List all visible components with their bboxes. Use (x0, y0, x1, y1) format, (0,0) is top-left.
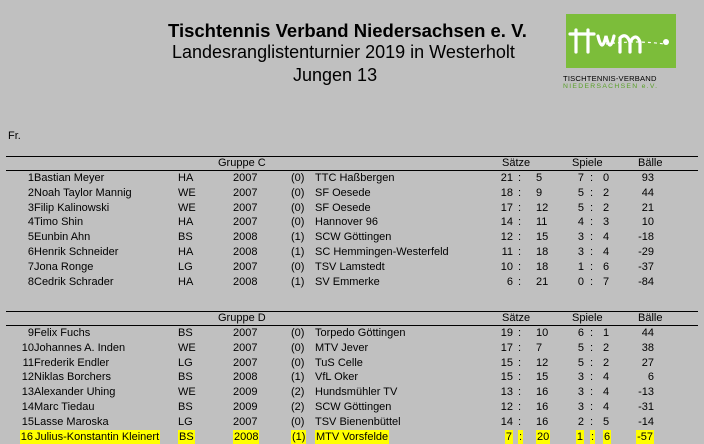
table-row (6, 430, 698, 444)
sets-won: 18 (500, 186, 513, 199)
player-quota: (0) (291, 260, 305, 273)
ball-difference: 38 (641, 341, 654, 354)
player-district: BS (178, 231, 193, 244)
player-name: Lasse Maroska (34, 415, 109, 428)
baelle-header: Bälle (638, 157, 663, 169)
table-row (6, 415, 698, 430)
sets-separator: : (518, 415, 522, 428)
table-row (6, 230, 698, 245)
player-rank: 14 (21, 400, 34, 413)
sets-separator: : (518, 245, 522, 258)
player-club: SCW Göttingen (315, 400, 392, 413)
table-row (6, 400, 698, 415)
player-rank: 13 (21, 386, 34, 399)
player-quota: (2) (291, 400, 305, 413)
player-club: Hannover 96 (315, 216, 378, 229)
player-name: Felix Fuchs (34, 327, 91, 339)
sets-lost: 16 (536, 415, 549, 428)
spiele-header: Spiele (572, 157, 603, 169)
sets-won: 21 (500, 172, 513, 184)
games-won: 3 (577, 400, 584, 413)
player-quota: (0) (291, 415, 305, 428)
ball-difference: 44 (641, 327, 654, 339)
games-separator: : (590, 216, 594, 229)
ball-difference: -29 (638, 245, 654, 258)
player-name: Henrik Schneider (34, 245, 119, 258)
player-quota: (1) (291, 275, 305, 288)
sets-lost: 20 (537, 430, 550, 443)
player-birth-year: 2007 (233, 201, 258, 214)
table-row (6, 215, 698, 230)
games-separator: : (590, 341, 594, 354)
player-quota: (0) (291, 327, 305, 339)
ball-difference: -84 (638, 275, 654, 288)
games-separator: : (590, 260, 594, 273)
player-rank: 8 (27, 275, 34, 288)
player-district: HA (178, 275, 194, 288)
player-district: HA (178, 216, 194, 229)
games-separator: : (590, 245, 594, 258)
player-birth-year: 2007 (233, 260, 258, 273)
games-separator: : (591, 430, 595, 443)
document-header (0, 0, 704, 100)
player-rank: 2 (27, 186, 34, 199)
group-table-d (6, 311, 698, 444)
sets-won: 12 (500, 400, 513, 413)
ball-difference: -37 (638, 260, 654, 273)
games-won: 1 (577, 260, 584, 273)
sets-lost: 7 (536, 341, 543, 354)
games-separator: : (590, 186, 594, 199)
player-rank: 10 (21, 341, 34, 354)
player-rank: 7 (27, 260, 34, 273)
player-club: SCW Göttingen (315, 231, 392, 244)
games-won: 2 (577, 415, 584, 428)
sets-won: 13 (500, 386, 513, 399)
ball-difference: -57 (637, 430, 653, 443)
table-row (6, 171, 698, 186)
ball-difference: -18 (638, 231, 654, 244)
games-won: 0 (577, 275, 584, 288)
player-birth-year: 2007 (233, 341, 258, 354)
player-district: BS (178, 371, 193, 384)
logo-graphic (566, 14, 676, 68)
sets-lost: 12 (536, 356, 549, 369)
sets-separator: : (518, 260, 522, 273)
ball-difference: 6 (647, 371, 654, 384)
player-district: BS (179, 430, 194, 443)
player-rank: 15 (21, 415, 34, 428)
player-district: LG (178, 260, 193, 273)
sets-lost: 5 (536, 172, 543, 184)
group-rows (6, 326, 698, 444)
sets-won: 14 (500, 216, 513, 229)
sets-separator: : (518, 216, 522, 229)
player-quota: (0) (291, 216, 305, 229)
player-district: HA (178, 172, 194, 184)
player-birth-year: 2007 (233, 216, 258, 229)
player-name: Jona Ronge (34, 260, 94, 273)
sets-separator: : (518, 356, 522, 369)
sets-won: 14 (500, 415, 513, 428)
player-rank: 6 (27, 245, 34, 258)
ball-difference: 44 (641, 186, 654, 199)
games-won: 7 (577, 172, 584, 184)
table-row (6, 356, 698, 371)
player-rank: 5 (27, 231, 34, 244)
sets-won: 19 (500, 327, 513, 339)
sets-separator: : (519, 430, 523, 443)
sets-separator: : (518, 201, 522, 214)
sets-won: 11 (501, 245, 513, 258)
player-quota: (0) (291, 341, 305, 354)
group-header (6, 311, 698, 326)
games-lost: 5 (603, 415, 610, 428)
games-lost: 1 (603, 327, 610, 339)
player-name: Julius-Konstantin Kleinert (35, 430, 160, 443)
player-club: Torpedo Göttingen (315, 327, 406, 339)
sets-separator: : (518, 371, 522, 384)
games-separator: : (590, 201, 594, 214)
day-label: Fr. (8, 130, 21, 142)
player-name: Filip Kalinowski (34, 201, 110, 214)
player-birth-year: 2007 (233, 356, 258, 369)
player-birth-year: 2009 (233, 386, 258, 399)
games-lost: 2 (603, 186, 610, 199)
sets-separator: : (518, 400, 522, 413)
player-name: Bastian Meyer (34, 172, 105, 184)
sets-won: 15 (500, 356, 513, 369)
player-club: TSV Bienenbüttel (315, 415, 401, 428)
player-club: VfL Oker (315, 371, 358, 384)
logo-text-line1: TISCHTENNIS-VERBAND (563, 74, 657, 83)
player-birth-year: 2009 (233, 400, 258, 413)
games-separator: : (590, 386, 594, 399)
saetze-header: Sätze (502, 157, 531, 169)
table-row (6, 275, 698, 290)
player-name: Eunbin Ahn (34, 231, 91, 244)
games-lost: 3 (603, 216, 610, 229)
games-separator: : (590, 356, 594, 369)
sets-separator: : (518, 172, 522, 184)
player-birth-year: 2007 (233, 172, 258, 184)
games-won: 4 (577, 216, 584, 229)
ball-difference: -14 (638, 415, 654, 428)
games-won: 3 (577, 386, 584, 399)
games-lost: 6 (603, 260, 610, 273)
games-separator: : (590, 275, 594, 288)
sets-won: 17 (500, 201, 513, 214)
player-name: Timo Shin (34, 216, 84, 229)
player-name: Alexander Uhing (34, 386, 116, 399)
table-row (6, 326, 698, 341)
group-name: Gruppe D (218, 312, 266, 324)
player-quota: (0) (291, 201, 305, 214)
games-lost: 2 (603, 201, 610, 214)
games-lost: 0 (603, 172, 610, 184)
sets-lost: 16 (536, 400, 549, 413)
sets-won: 15 (500, 371, 513, 384)
games-won: 5 (577, 341, 584, 354)
player-district: LG (178, 356, 193, 369)
sets-separator: : (518, 341, 522, 354)
player-quota: (2) (291, 386, 305, 399)
player-quota: (1) (291, 371, 305, 384)
games-lost: 6 (604, 430, 611, 443)
sets-lost: 12 (536, 201, 549, 214)
sets-lost: 18 (536, 245, 549, 258)
player-name: Johannes A. Inden (34, 341, 126, 354)
ball-difference: -13 (638, 386, 654, 399)
tvn-logo (563, 14, 678, 100)
sets-lost: 21 (536, 275, 549, 288)
player-name: Frederik Endler (34, 356, 110, 369)
group-table-c (6, 156, 698, 289)
games-won: 3 (577, 371, 584, 384)
sets-won: 10 (500, 260, 513, 273)
player-quota: (1) (291, 245, 305, 258)
player-club: Hundsmühler TV (315, 386, 398, 399)
table-row (6, 370, 698, 385)
games-lost: 2 (603, 341, 610, 354)
player-rank: 12 (21, 371, 34, 384)
table-row (6, 186, 698, 201)
table-row (6, 245, 698, 260)
player-club: TSV Lamstedt (315, 260, 385, 273)
sets-separator: : (518, 275, 522, 288)
player-name: Cedrik Schrader (34, 275, 114, 288)
ball-difference: 21 (641, 201, 654, 214)
sets-lost: 16 (536, 386, 549, 399)
player-district: WE (178, 386, 196, 399)
group-rows (6, 171, 698, 289)
player-club: SV Emmerke (315, 275, 380, 288)
table-row (6, 260, 698, 275)
player-rank: 4 (27, 216, 34, 229)
player-club: SF Oesede (315, 186, 371, 199)
player-club: MTV Vorsfelde (316, 430, 389, 443)
player-quota: (1) (291, 231, 305, 244)
games-won: 5 (577, 186, 584, 199)
ball-difference: 93 (641, 172, 654, 184)
player-birth-year: 2008 (233, 275, 258, 288)
player-birth-year: 2008 (233, 231, 258, 244)
logo-text-line2: NIEDERSACHSEN e.V. (563, 83, 659, 90)
games-won: 6 (577, 327, 584, 339)
ball-difference: 10 (641, 216, 654, 229)
sets-won: 12 (500, 231, 513, 244)
games-won: 3 (577, 231, 584, 244)
sets-lost: 11 (536, 216, 548, 229)
player-birth-year: 2007 (233, 415, 258, 428)
player-birth-year: 2007 (233, 186, 258, 199)
sets-lost: 9 (536, 186, 543, 199)
player-district: WE (178, 186, 196, 199)
ball-difference: -31 (638, 400, 654, 413)
player-name: Marc Tiedau (34, 400, 95, 413)
games-lost: 4 (603, 386, 610, 399)
sets-separator: : (518, 327, 522, 339)
games-lost: 2 (603, 356, 610, 369)
group-header (6, 156, 698, 171)
player-name: Niklas Borchers (34, 371, 112, 384)
player-quota: (1) (292, 430, 306, 443)
games-separator: : (590, 172, 594, 184)
player-rank: 16 (20, 430, 33, 443)
player-birth-year: 2008 (233, 245, 258, 258)
player-district: WE (178, 201, 196, 214)
sets-won: 6 (506, 275, 513, 288)
sets-separator: : (518, 231, 522, 244)
player-rank: 9 (27, 327, 34, 339)
games-lost: 7 (603, 275, 610, 288)
games-lost: 4 (603, 231, 610, 244)
table-row (6, 385, 698, 400)
spiele-header: Spiele (572, 312, 603, 324)
sets-lost: 10 (536, 327, 549, 339)
category-title: Jungen 13 (293, 65, 378, 85)
player-rank: 11 (22, 356, 34, 369)
sets-separator: : (518, 386, 522, 399)
player-birth-year: 2008 (233, 371, 258, 384)
logo-mark-icon (566, 14, 676, 68)
player-club: SC Hemmingen-Westerfeld (315, 245, 449, 258)
player-district: WE (178, 341, 196, 354)
games-separator: : (590, 415, 594, 428)
games-won: 3 (577, 245, 584, 258)
table-row (6, 341, 698, 356)
games-separator: : (590, 400, 594, 413)
player-club: SF Oesede (315, 201, 371, 214)
games-separator: : (590, 371, 594, 384)
document-subtitle: Landesranglistenturnier 2019 in Westerholt (172, 42, 515, 62)
saetze-header: Sätze (502, 312, 531, 324)
sets-lost: 15 (536, 371, 549, 384)
player-quota: (0) (291, 186, 305, 199)
games-won: 5 (577, 201, 584, 214)
sets-lost: 18 (536, 260, 549, 273)
player-rank: 3 (27, 201, 34, 214)
ball-difference: 27 (641, 356, 654, 369)
player-club: MTV Jever (315, 341, 369, 354)
sets-won: 17 (500, 341, 513, 354)
sets-separator: : (518, 186, 522, 199)
player-name: Noah Taylor Mannig (34, 186, 132, 199)
player-district: LG (178, 415, 193, 428)
player-quota: (0) (291, 172, 305, 184)
player-birth-year: 2007 (233, 327, 258, 339)
games-separator: : (590, 327, 594, 339)
player-club: TuS Celle (315, 356, 363, 369)
player-district: BS (178, 327, 193, 339)
table-row (6, 201, 698, 216)
player-district: BS (178, 400, 193, 413)
player-quota: (0) (291, 356, 305, 369)
document-title: Tischtennis Verband Niedersachsen e. V. (168, 20, 527, 41)
games-lost: 4 (603, 371, 610, 384)
baelle-header: Bälle (638, 312, 663, 324)
player-birth-year: 2008 (234, 430, 259, 443)
games-separator: : (590, 231, 594, 244)
player-rank: 1 (27, 172, 34, 184)
games-won: 1 (576, 430, 583, 443)
games-lost: 4 (603, 400, 610, 413)
sets-lost: 15 (536, 231, 549, 244)
games-lost: 4 (603, 245, 610, 258)
sets-won: 7 (505, 430, 512, 443)
group-name: Gruppe C (218, 157, 266, 169)
player-district: HA (178, 245, 194, 258)
games-won: 5 (577, 356, 584, 369)
player-club: TTC Haßbergen (315, 172, 395, 184)
